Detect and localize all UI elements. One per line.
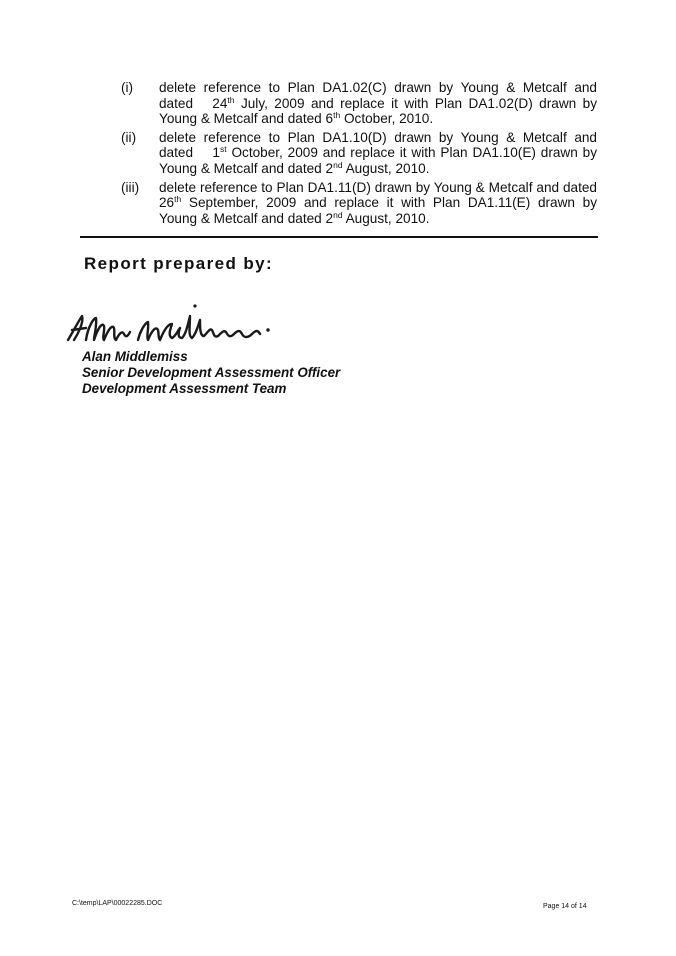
list-item bbox=[121, 130, 597, 177]
list-item bbox=[121, 180, 597, 227]
condition-amendments-list bbox=[121, 80, 597, 229]
handwritten-signature bbox=[64, 300, 284, 352]
author-position: Senior Development Assessment Officer bbox=[82, 365, 341, 380]
signature-dot bbox=[193, 304, 196, 307]
signature-dot bbox=[266, 328, 269, 331]
author-name: Alan Middlemiss bbox=[82, 349, 188, 364]
list-item-text: delete reference to Plan DA1.02(C) drawn by Young & Metcalf and dated 24th July, 2009 and replace it with Plan DA1.02(D) drawn by Young & Metcalf and dated 6th October, 2010. bbox=[159, 80, 597, 127]
signature-stroke bbox=[68, 316, 260, 340]
list-item-number: (i) bbox=[121, 80, 134, 95]
list-item bbox=[121, 80, 597, 127]
author-team: Development Assessment Team bbox=[82, 381, 287, 396]
list-item-number: (ii) bbox=[121, 129, 137, 145]
report-prepared-heading: Report prepared by: bbox=[84, 254, 274, 273]
list-item-text: delete reference to Plan DA1.11(D) drawn by Young & Metcalf and dated 26th September, 2009 and replace it with Plan DA1.11(E) drawn by Young & Metcalf and dated 2nd August, 2010. bbox=[159, 179, 597, 226]
footer-page-number: Page 14 of 14 bbox=[543, 903, 587, 910]
section-divider bbox=[80, 236, 598, 238]
signature-block bbox=[82, 349, 340, 397]
list-item-text: delete reference to Plan DA1.10(D) drawn by Young & Metcalf and dated 1st October, 2009 and replace it with Plan DA1.10(E) drawn by Young & Metcalf and dated 2nd August, 2010. bbox=[159, 129, 598, 176]
list-item-number: (iii) bbox=[121, 179, 140, 195]
footer-file-path: C:\temp\LAP\00022285.DOC bbox=[72, 900, 163, 907]
